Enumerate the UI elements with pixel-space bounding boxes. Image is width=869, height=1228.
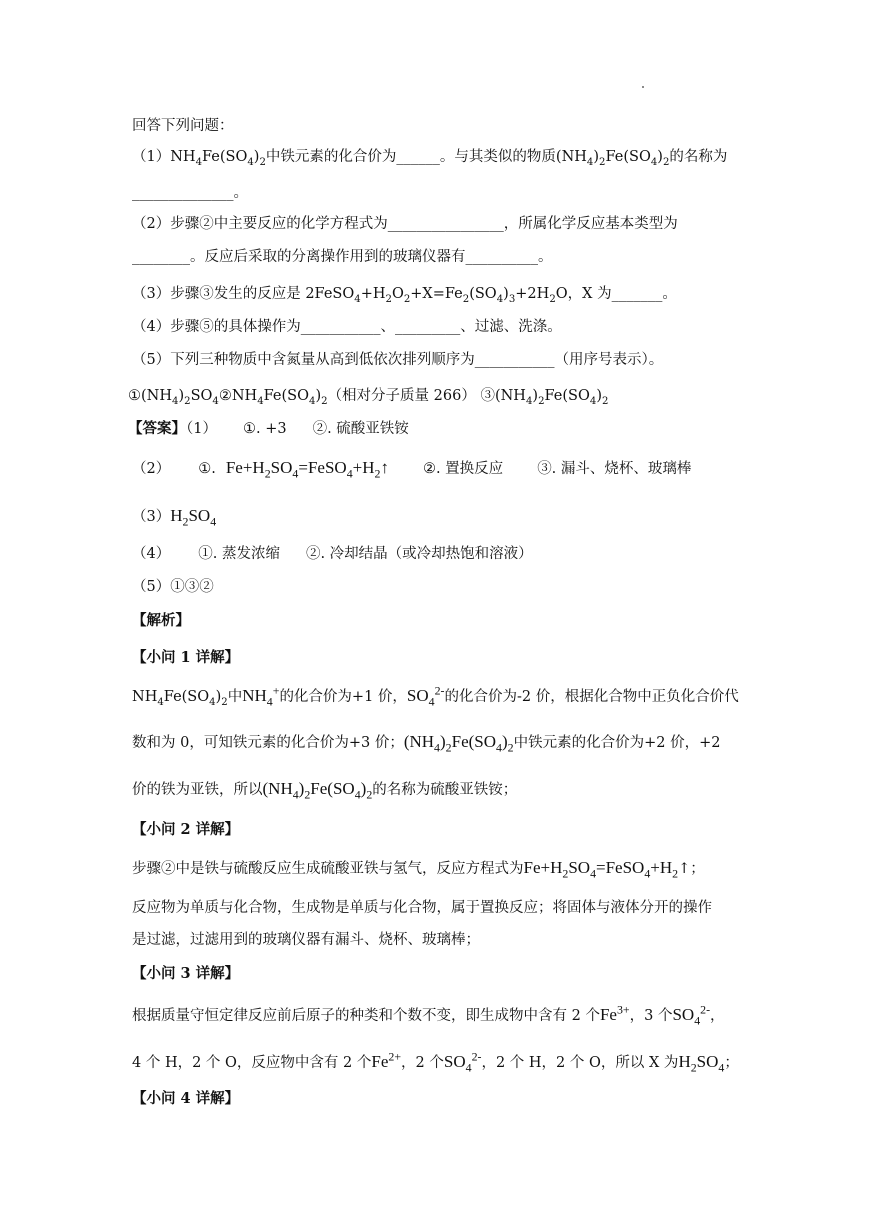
equation bbox=[523, 858, 679, 881]
eq-sub: 4 bbox=[292, 466, 299, 481]
answer-3-formula bbox=[170, 506, 217, 529]
opt-text: ①(NH bbox=[128, 388, 172, 404]
p-paren: ) bbox=[298, 779, 305, 798]
opt-sub: 4 bbox=[589, 395, 597, 407]
question-intro: 回答下列问题： bbox=[132, 118, 234, 134]
opt-paren: ) bbox=[178, 388, 185, 404]
p-sub: 4 bbox=[157, 696, 164, 708]
opt-text: Fe(SO bbox=[263, 388, 309, 404]
p-text: H bbox=[678, 1052, 691, 1071]
q3-paren: ) bbox=[503, 286, 509, 302]
eq-sub: 2 bbox=[182, 514, 189, 529]
eq-text: +H bbox=[352, 458, 375, 477]
p-paren: ) bbox=[360, 779, 367, 798]
p-sup: + bbox=[272, 683, 280, 698]
q3-sub: 4 bbox=[496, 293, 504, 305]
sulfate-ion bbox=[406, 683, 445, 709]
opt-sub: 2 bbox=[184, 395, 191, 407]
q3-sub: 4 bbox=[354, 293, 361, 305]
p-text: Fe+H bbox=[523, 858, 563, 877]
opt-sub: 4 bbox=[525, 395, 533, 407]
analysis-3-line-2 bbox=[132, 1049, 739, 1075]
opt-sub: 2 bbox=[601, 395, 609, 407]
p-text: Fe(SO bbox=[310, 779, 355, 798]
p-text: ，2 个 bbox=[401, 1055, 444, 1071]
answer-2-part-2: ②. 置换反应 bbox=[422, 461, 504, 477]
q1-sub: 4 bbox=[195, 156, 203, 168]
p-sub: 2 bbox=[366, 787, 373, 802]
answer-1 bbox=[128, 419, 409, 439]
opt-paren: ) bbox=[315, 388, 322, 404]
p-sub: 4 bbox=[266, 694, 273, 709]
opt-sub: 4 bbox=[212, 395, 219, 407]
p-text: SO bbox=[406, 686, 429, 705]
q1-text-e: 的名称为 bbox=[669, 149, 728, 165]
q1-text-a: （1）NH bbox=[132, 149, 196, 165]
question-4: （4）步骤⑤的具体操作为___________、_________、过滤、洗涤。 bbox=[132, 319, 562, 335]
q1-sub: 4 bbox=[247, 156, 254, 168]
opt-sub: 4 bbox=[172, 395, 179, 407]
p-paren: ) bbox=[440, 732, 446, 751]
p-sub: 4 bbox=[718, 1060, 725, 1075]
answer-1-part-1: ①. +3 bbox=[242, 421, 287, 437]
analysis-2-line-2: 反应物为单质与化合物，生成物是单质与化合物，属于置换反应；将固体与液体分开的操作 bbox=[132, 900, 712, 916]
analysis-1-line-3 bbox=[132, 779, 517, 800]
opt-paren: ) bbox=[532, 388, 539, 404]
stray-dot bbox=[642, 86, 644, 88]
p-text: =FeSO bbox=[596, 858, 645, 877]
p-sup: 2+ bbox=[388, 1049, 402, 1064]
p-sup: 2- bbox=[471, 1049, 482, 1064]
answer-1-part-2: ②. 硫酸亚铁铵 bbox=[312, 421, 409, 437]
opt-sub: 2 bbox=[321, 395, 328, 407]
answer-2-part-3: ③. 漏斗、烧杯、玻璃棒 bbox=[537, 461, 692, 477]
p-text: ； bbox=[724, 1055, 739, 1071]
question-3 bbox=[132, 284, 677, 304]
answer-number: （2） bbox=[132, 461, 171, 477]
eq-text: =FeSO bbox=[298, 458, 347, 477]
analysis-label: 【解析】 bbox=[132, 612, 190, 629]
p-sub: 2 bbox=[690, 1060, 697, 1075]
q3-text: O，X 为_______。 bbox=[555, 286, 677, 302]
answer-label: 【答案】 bbox=[128, 420, 186, 437]
sulfuric-acid bbox=[678, 1052, 725, 1075]
eq-text: SO bbox=[270, 458, 293, 477]
p-text: NH bbox=[242, 686, 267, 705]
opt-text: ②NH bbox=[218, 388, 258, 404]
q1-text-c: 中铁元素的化合价为______。与其类似的物质(NH bbox=[265, 149, 587, 165]
ferrous-ion bbox=[371, 1049, 402, 1071]
answer-3 bbox=[132, 506, 216, 527]
p-text: SO bbox=[672, 1005, 695, 1024]
opt-text: （相对分子质量 266） ③(NH bbox=[327, 388, 526, 404]
p-text: SO bbox=[696, 1052, 719, 1071]
formula bbox=[262, 779, 373, 802]
analysis-heading-1: 【小问 1 详解】 bbox=[132, 649, 240, 666]
p-sub: 2 bbox=[507, 740, 514, 755]
analysis-3-line-1 bbox=[132, 1002, 725, 1028]
analysis-heading-3: 【小问 3 详解】 bbox=[132, 965, 240, 982]
p-text: SO bbox=[443, 1052, 466, 1071]
p-text: 4 个 H，2 个 O，反应物中含有 2 个 bbox=[132, 1055, 372, 1071]
eq-text: H bbox=[170, 506, 183, 525]
q1-paren: ) bbox=[253, 149, 260, 165]
q3-sub: 3 bbox=[508, 293, 516, 305]
up-arrow-icon: ↑ bbox=[380, 458, 389, 477]
p-sub: 4 bbox=[354, 787, 361, 802]
analysis-2-line-1 bbox=[132, 858, 705, 879]
q3-sub: 2 bbox=[385, 293, 392, 305]
p-sup: 3+ bbox=[616, 1002, 630, 1017]
p-text: 数和为 0，可知铁元素的化合价为+3 价； bbox=[132, 735, 404, 751]
eq-sub: 2 bbox=[374, 466, 381, 481]
q1-paren: ) bbox=[593, 149, 600, 165]
p-sub: 2 bbox=[221, 696, 228, 708]
opt-sub: 4 bbox=[308, 395, 316, 407]
q3-text: (SO bbox=[469, 286, 497, 302]
p-text: 步骤②中是铁与硫酸反应生成硫酸亚铁与氢气，反应方程式为 bbox=[132, 861, 524, 877]
p-sub: 4 bbox=[292, 787, 299, 802]
p-sub: 2 bbox=[445, 740, 452, 755]
q3-sub: 2 bbox=[403, 293, 411, 305]
answer-2-equation bbox=[225, 458, 389, 481]
p-sub: 4 bbox=[428, 694, 435, 709]
answer-5: （5）①③② bbox=[132, 579, 214, 595]
p-sub: 2 bbox=[304, 787, 311, 802]
p-paren: ) bbox=[215, 689, 222, 705]
ammonium-ion bbox=[242, 683, 280, 709]
ferric-ion bbox=[599, 1002, 630, 1024]
p-text: ，3 个 bbox=[629, 1008, 673, 1024]
eq-text: Fe+H bbox=[225, 458, 265, 477]
question-2-line-2: ________。反应后采取的分离操作用到的玻璃仪器有__________。 bbox=[132, 249, 553, 265]
q1-text-d: Fe(SO bbox=[605, 149, 651, 165]
opt-sub: 2 bbox=[538, 395, 545, 407]
p-paren: ) bbox=[501, 732, 508, 751]
p-sub: 4 bbox=[590, 866, 597, 881]
p-text: NH bbox=[132, 689, 158, 705]
q1-sub: 2 bbox=[599, 156, 606, 168]
p-text: 的化合价为+1 价， bbox=[279, 689, 407, 705]
p-text: Fe(SO bbox=[163, 689, 210, 705]
eq-sub: 4 bbox=[210, 514, 217, 529]
opt-sub: 4 bbox=[257, 395, 264, 407]
opt-text: Fe(SO bbox=[544, 388, 590, 404]
q1-blank: ______________。 bbox=[132, 185, 248, 201]
q1-sub: 2 bbox=[259, 156, 266, 168]
p-text: +H bbox=[650, 858, 673, 877]
answer-4-part-2: ②. 冷却结晶（或冷却热饱和溶液） bbox=[305, 546, 533, 562]
answer-2-part-1-label: ①. bbox=[198, 461, 216, 477]
q3-text: +X=Fe bbox=[410, 286, 463, 302]
q1-sub: 2 bbox=[662, 156, 670, 168]
p-text: 的化合价为-2 价，根据化合物中正负化合价代 bbox=[444, 689, 739, 705]
p-sup: 2- bbox=[434, 683, 445, 698]
p-text: Fe bbox=[371, 1052, 389, 1071]
answer-4-part-1: ①. 蒸发浓缩 bbox=[198, 546, 280, 562]
analysis-heading-4: 【小问 4 详解】 bbox=[132, 1090, 240, 1107]
p-sub: 2 bbox=[562, 866, 569, 881]
eq-sub: 4 bbox=[346, 466, 353, 481]
p-text: 中 bbox=[227, 689, 243, 705]
q1-sub: 4 bbox=[650, 156, 658, 168]
p-text: 根据质量守恒定律反应前后原子的种类和个数不变，即生成物中含有 2 个 bbox=[132, 1008, 600, 1024]
q3-text: O bbox=[391, 286, 404, 302]
eq-text: SO bbox=[188, 506, 211, 525]
analysis-heading-2: 【小问 2 详解】 bbox=[132, 821, 240, 838]
question-2-line-1: （2）步骤②中主要反应的化学方程式为________________，所属化学反应基本类型为 bbox=[132, 216, 678, 232]
q1-sub: 4 bbox=[586, 156, 594, 168]
p-text: (NH bbox=[262, 779, 293, 798]
p-sub: 4 bbox=[644, 866, 651, 881]
answer-number: （4） bbox=[132, 546, 171, 562]
up-arrow-icon: ↑； bbox=[678, 861, 705, 877]
sulfate-ion bbox=[672, 1002, 711, 1028]
q3-sub: 2 bbox=[462, 293, 470, 305]
p-text: ，2 个 H，2 个 O，所以 X 为 bbox=[481, 1055, 679, 1071]
p-text: 价的铁为亚铁，所以 bbox=[132, 782, 263, 798]
question-1 bbox=[132, 147, 727, 167]
p-sub: 4 bbox=[694, 1013, 701, 1028]
p-text: ， bbox=[710, 1008, 725, 1024]
p-sub: 4 bbox=[209, 696, 216, 708]
q3-text: +H bbox=[360, 286, 386, 302]
question-5: （5）下列三种物质中含氮量从高到低依次排列顺序为___________（用序号表示）。 bbox=[132, 352, 664, 368]
analysis-2-line-3: 是过滤，过滤用到的玻璃仪器有漏斗、烧杯、玻璃棒； bbox=[132, 932, 480, 948]
q1-paren: ) bbox=[657, 149, 663, 165]
answer-2 bbox=[132, 458, 691, 479]
analysis-1-line-2 bbox=[132, 732, 720, 753]
sulfate-ion bbox=[443, 1049, 482, 1075]
p-text: Fe bbox=[599, 1005, 617, 1024]
p-text: Fe(SO bbox=[451, 732, 497, 751]
answer-number: （3） bbox=[132, 509, 171, 525]
q3-text: +2H bbox=[515, 286, 550, 302]
answer-number: （1） bbox=[186, 421, 217, 437]
analysis-1-line-1 bbox=[132, 683, 739, 709]
q1-text-b: Fe(SO bbox=[202, 149, 248, 165]
opt-text: SO bbox=[190, 388, 213, 404]
p-sub: 4 bbox=[496, 740, 502, 755]
question-options bbox=[128, 386, 608, 406]
eq-sub: 2 bbox=[264, 466, 271, 481]
p-text: 的名称为硫酸亚铁铵； bbox=[372, 782, 518, 798]
p-sub: 2 bbox=[672, 866, 679, 881]
formula bbox=[403, 732, 514, 755]
p-text: SO bbox=[568, 858, 591, 877]
p-sub: 4 bbox=[434, 740, 440, 755]
q3-sub: 2 bbox=[549, 293, 556, 305]
p-sub: 4 bbox=[465, 1060, 472, 1075]
p-text: 中铁元素的化合价为+2 价，+2 bbox=[513, 735, 721, 751]
p-sup: 2- bbox=[700, 1002, 711, 1017]
opt-paren: ) bbox=[596, 388, 602, 404]
answer-4 bbox=[132, 544, 533, 564]
q3-text: （3）步骤③发生的反应是 2FeSO bbox=[132, 286, 355, 302]
p-text: (NH bbox=[403, 732, 435, 751]
